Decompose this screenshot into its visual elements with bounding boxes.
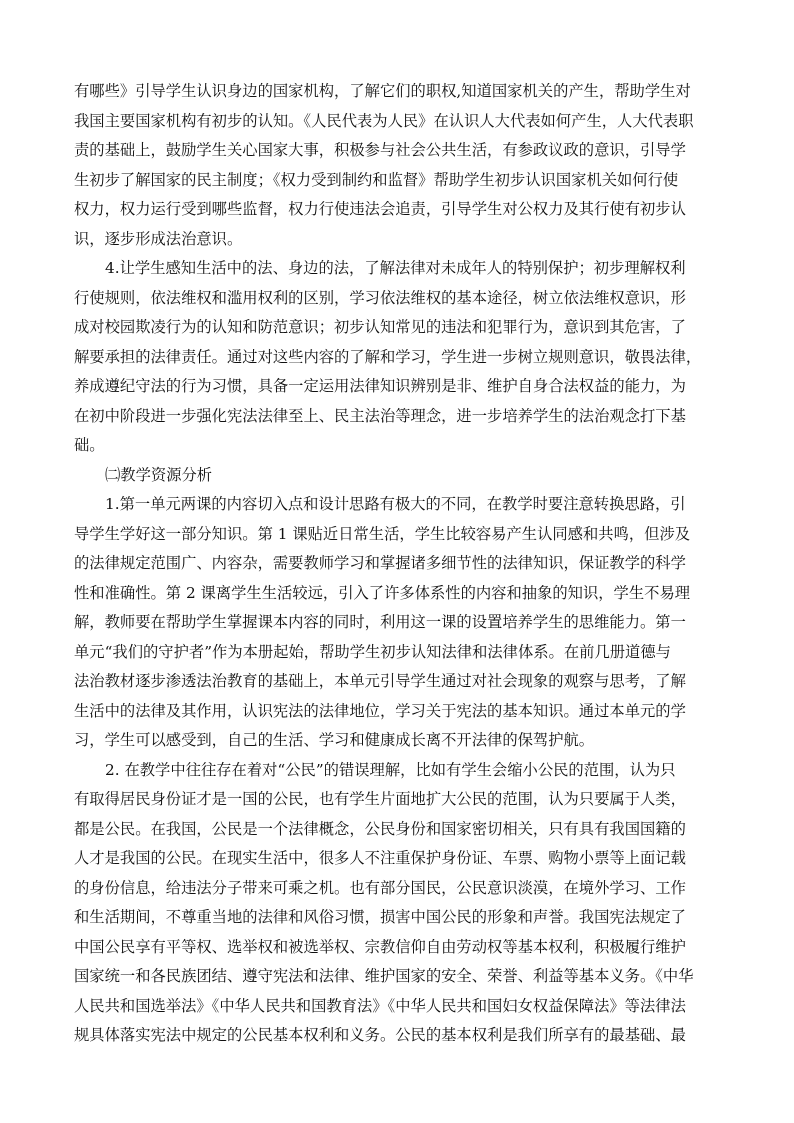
- text-line: 单元“我们的守护者”作为本册起始，帮助学生初步认知法律和法律体系。在前几册道德与: [74, 642, 671, 661]
- text-line: 国家统一和各民族团结、遵守宪法和法律、维护国家的安全、荣誉、利益等基本义务。《中华: [74, 967, 694, 985]
- text-line: 规具体落实宪法中规定的公民基本权利和义务。公民的基本权利是我们所享有的最基础、最: [74, 1026, 686, 1044]
- text-line: 养成遵纪守法的行为习惯，具备一定运用法律知识辨别是非、维护自身合法权益的能力，为: [74, 377, 686, 395]
- text-line: 都是公民。在我国，公民是一个法律概念，公民身份和国家密切相关，只有具有我国国籍的: [74, 819, 686, 838]
- document-page: [74, 77, 720, 1051]
- text-line: 的法律规定范围广、内容杂，需要教师学习和掌握诸多细节性的法律知识，保证教学的科学: [74, 554, 686, 572]
- text-line: 人民共和国选举法》《中华人民共和国教育法》《中华人民共和国妇女权益保障法》等法律法: [74, 996, 686, 1015]
- text-line: 中国公民享有平等权、选举权和被选举权、宗教信仰自由劳动权等基本权利，积极履行维护: [74, 937, 686, 956]
- text-line: 人才是我国的公民。在现实生活中，很多人不注重保护身份证、车票、购物小票等上面记载: [74, 849, 686, 867]
- text-line: 和生活期间，不尊重当地的法律和风俗习惯，损害中国公民的形象和声誉。我国宪法规定了: [74, 908, 686, 926]
- text-line: 导学生学好这一部分知识。第 1 课贴近日常生活，学生比较容易产生认同感和共鸣，但涉及: [74, 524, 691, 543]
- text-line: 础。: [74, 436, 105, 454]
- text-line: 在初中阶段进一步强化宪法法律至上、民主法治等理念，进一步培养学生的法治观念打下基: [74, 406, 686, 425]
- text-line: 解要承担的法律责任。通过对这些内容的了解和学习，学生进一步树立规则意识，敬畏法律，: [74, 347, 702, 366]
- text-line: ㈡教学资源分析: [105, 465, 213, 484]
- text-line: 4.让学生感知生活中的法、身边的法，了解法律对未成年人的特别保护；初步理解权利: [105, 259, 686, 277]
- text-line: 法治教材逐步渗透法治教育的基础上，本单元引导学生通过对社会现象的观察与思考，了解: [74, 672, 686, 690]
- text-line: 1.第一单元两课的内容切入点和设计思路有极大的不同，在教学时要注意转换思路，引: [105, 495, 686, 513]
- text-line: 性和准确性。第 2 课离学生生活较远，引入了许多体系性的内容和抽象的知识，学生不易理: [74, 583, 691, 602]
- text-line: 2. 在教学中往往存在着对“公民”的错误理解，比如有学生会缩小公民的范围，认为只: [105, 760, 676, 779]
- text-line: 行使规则，依法维权和滥用权利的区别，学习依法维权的基本途径，树立依法维权意识，形: [74, 288, 686, 307]
- text-line: 成对校园欺凌行为的认知和防范意识；初步认知常见的违法和犯罪行为，意识到其危害，了: [74, 318, 686, 336]
- text-line: 的身份信息，给违法分子带来可乘之机。也有部分国民，公民意识淡漠，在境外学习、工作: [74, 878, 686, 897]
- text-line: 习，学生可以感受到，自己的生活、学习和健康成长离不开法律的保驾护航。: [74, 731, 595, 749]
- text-line: 有取得居民身份证才是一国的公民，也有学生片面地扩大公民的范围，认为只要属于人类，: [74, 790, 686, 808]
- text-line: 生活中的法律及其作用，认识宪法的法律地位，学习关于宪法的基本知识。通过本单元的学: [74, 701, 686, 720]
- text-line: 生初步了解国家的民主制度；《权力受到制约和监督》帮助学生初步认识国家机关如何行使: [74, 170, 679, 189]
- text-line: 识，逐步形成法治意识。: [74, 229, 243, 248]
- text-line: 责的基础上，鼓励学生关心国家大事，积极参与社会公共生活，有参政议政的意识，引导学: [74, 141, 686, 159]
- text-line: 有哪些》引导学生认识身边的国家机构，了解它们的职权,知道国家机关的产生，帮助学生对: [74, 82, 691, 100]
- text-line: 我国主要国家机构有初步的认知。《人民代表为人民》在认识人大代表如何产生，人大代表职: [74, 111, 694, 130]
- text-line: 权力，权力运行受到哪些监督，权力行使违法会追责，引导学生对公权力及其行使有初步认: [74, 200, 686, 218]
- text-line: 解，教师要在帮助学生掌握课本内容的同时，利用这一课的设置培养学生的思维能力。第一: [74, 613, 686, 631]
